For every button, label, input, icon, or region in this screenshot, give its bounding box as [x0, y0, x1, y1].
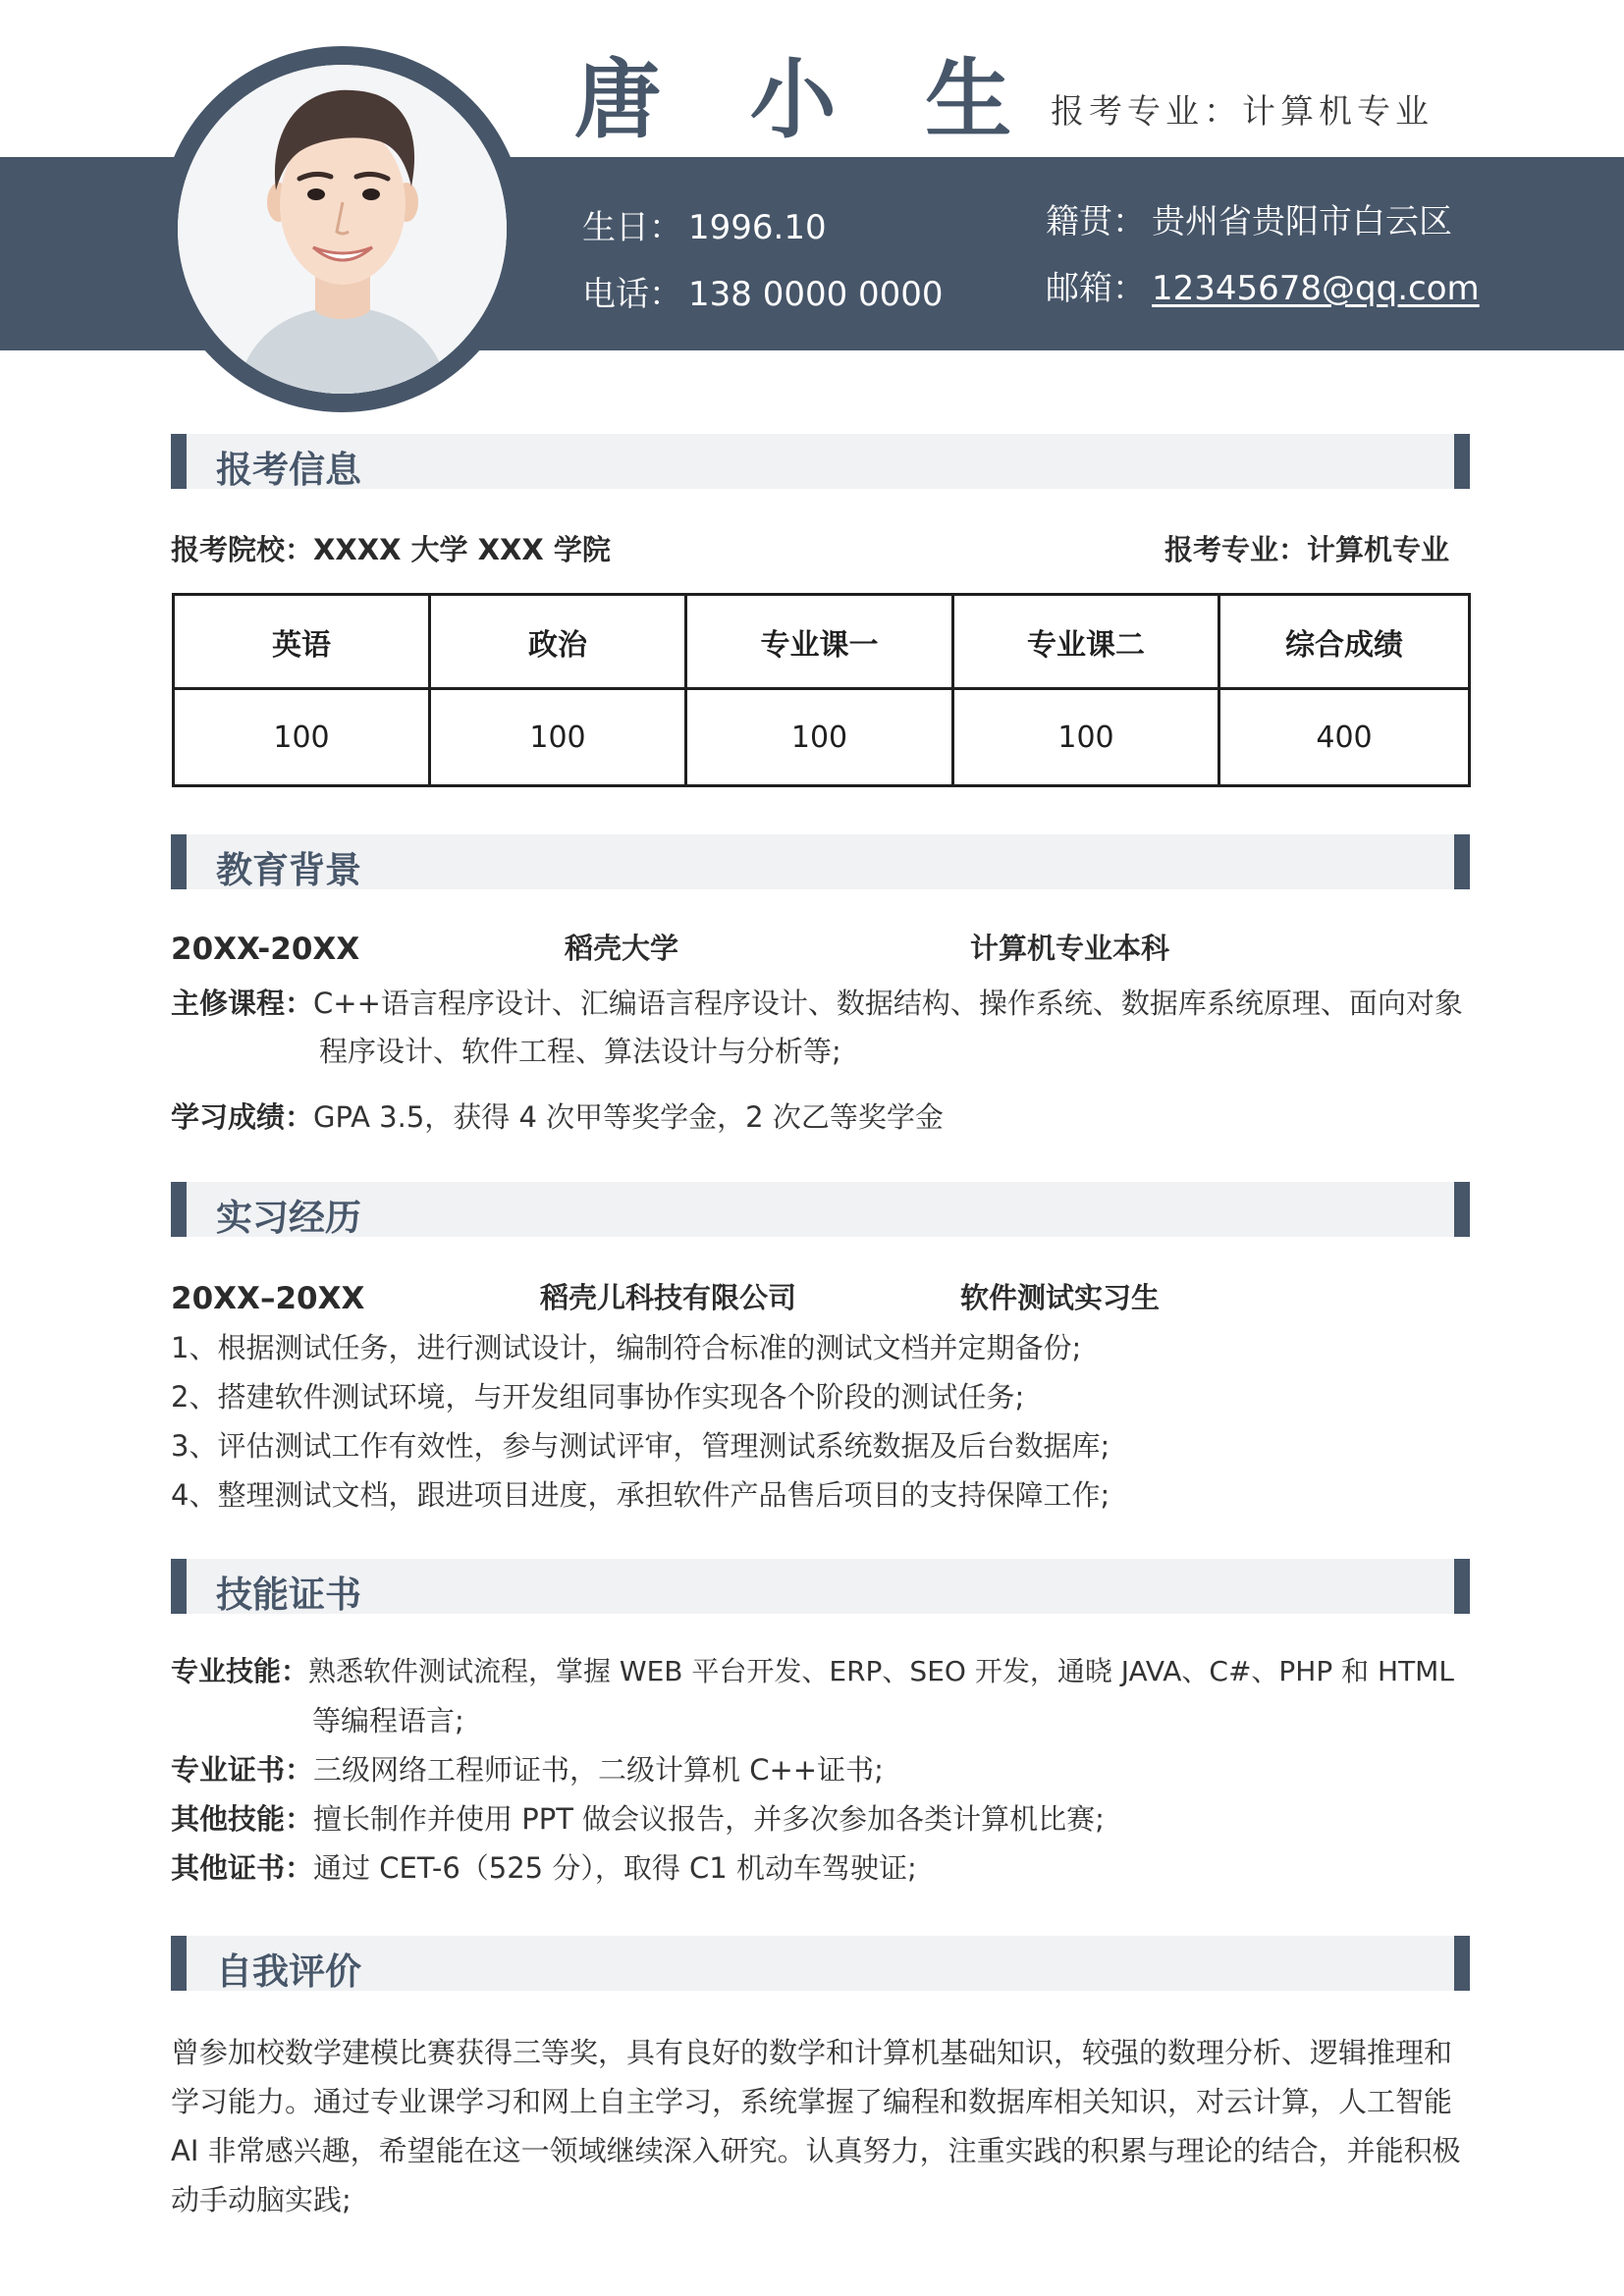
section-self-header: [171, 1936, 1470, 1991]
score-table: [172, 593, 1471, 787]
section-bar-right: [1454, 1559, 1470, 1614]
self-line-3: AI 非常感兴趣，希望能在这一领域继续深入研究。认真努力，注重实践的积累与理论的结合，并能积极: [171, 2134, 1461, 2167]
section-bar-left: [171, 1559, 187, 1614]
section-bar-right: [1454, 434, 1470, 489]
score-header-politics: 政治: [430, 595, 686, 689]
avatar: [178, 65, 507, 394]
edu-results: [171, 1100, 944, 1135]
intern-item-4: 4、整理测试文档，跟进项目进度，承担软件产品售后项目的支持保障工作;: [171, 1478, 1110, 1512]
intern-period: 20XX–20XX: [171, 1281, 365, 1316]
intern-item-3: 3、评估测试工作有效性，参与测试评审，管理测试系统数据及后台数据库;: [171, 1429, 1110, 1463]
intern-company: 稻壳儿科技有限公司: [540, 1281, 797, 1314]
apply-major-value: 计算机专业: [1307, 533, 1450, 566]
skill-other-value: 擅长制作并使用 PPT 做会议报告，并多次参加各类计算机比赛;: [313, 1802, 1105, 1836]
edu-courses-label: 主修课程：: [171, 987, 314, 1020]
score-total: 400: [1219, 689, 1470, 786]
skill-other-cert: [171, 1851, 917, 1886]
skill-other-cert-value: 通过 CET-6（525 分），取得 C1 机动车驾驶证;: [313, 1851, 917, 1885]
section-title: 自我评价: [216, 1950, 361, 1993]
score-major2: 100: [953, 689, 1219, 786]
edu-courses-value: C++语言程序设计、汇编语言程序设计、数据结构、操作系统、数据库系统原理、面向对象: [313, 987, 1463, 1020]
section-bar-right: [1454, 834, 1470, 889]
section-skills-header: [171, 1559, 1470, 1614]
section-apply-header: [171, 434, 1470, 489]
email-link[interactable]: 12345678@qq.com: [1152, 269, 1480, 308]
self-line-1: 曾参加校数学建模比赛获得三等奖，具有良好的数学和计算机基础知识，较强的数理分析、逻辑推理和: [171, 2036, 1453, 2069]
origin-info: [1046, 194, 1452, 242]
skill-other-label: 其他技能：: [171, 1802, 314, 1836]
apply-school-value: XXXX 大学 XXX 学院: [313, 533, 611, 566]
section-bar-right: [1454, 1182, 1470, 1237]
intern-role: 软件测试实习生: [960, 1281, 1161, 1314]
intern-item-1: 1、根据测试任务，进行测试设计，编制符合标准的测试文档并定期备份;: [171, 1331, 1082, 1364]
skill-cert: [171, 1753, 884, 1788]
phone-label: 电话：: [582, 275, 682, 314]
origin-value: 贵州省贵阳市白云区: [1152, 202, 1452, 241]
score-header-major2: 专业课二: [953, 595, 1219, 689]
header-major-value: 计算机专业: [1242, 92, 1434, 132]
score-value-row: [174, 689, 1470, 786]
section-title: 报考信息: [216, 449, 361, 491]
edu-school: 稻壳大学: [565, 932, 679, 965]
intern-item-2: 2、搭建软件测试环境，与开发组同事协作实现各个阶段的测试任务;: [171, 1380, 1025, 1414]
skill-pro-label: 专业技能：: [171, 1655, 309, 1687]
edu-degree: 计算机专业本科: [970, 932, 1170, 965]
score-politics: 100: [430, 689, 686, 786]
score-header-total: 综合成绩: [1219, 595, 1470, 689]
apply-major-label: 报考专业：: [1164, 533, 1308, 566]
skill-pro-value: 熟悉软件测试流程，掌握 WEB 平台开发、ERP、SEO 开发，通晓 JAVA、C#、PHP 和 HTML: [308, 1655, 1454, 1687]
score-english: 100: [174, 689, 430, 786]
header-major: [1051, 84, 1434, 133]
apply-major: [1164, 533, 1449, 567]
candidate-name: 唐 小 生: [574, 49, 1042, 150]
section-education-header: [171, 834, 1470, 889]
section-title: 教育背景: [216, 849, 361, 891]
section-bar-left: [171, 1936, 187, 1991]
birth-info: [582, 200, 827, 248]
skill-pro-line2: 等编程语言;: [312, 1704, 464, 1737]
header-major-label: 报考专业：: [1051, 92, 1242, 132]
score-header-english: 英语: [174, 595, 430, 689]
skill-pro-line1: [171, 1655, 1454, 1688]
birth-value: 1996.10: [688, 208, 827, 247]
score-header-major1: 专业课一: [686, 595, 953, 689]
avatar-portrait-icon: [178, 65, 507, 394]
section-title: 技能证书: [216, 1574, 361, 1616]
edu-results-value: GPA 3.5，获得 4 次甲等奖学金，2 次乙等奖学金: [313, 1100, 944, 1134]
edu-results-label: 学习成绩：: [171, 1100, 314, 1134]
section-bar-left: [171, 434, 187, 489]
self-line-4: 动手动脑实践;: [171, 2183, 352, 2216]
skill-cert-label: 专业证书：: [171, 1753, 314, 1787]
skill-other-cert-label: 其他证书：: [171, 1851, 314, 1885]
section-bar-right: [1454, 1936, 1470, 1991]
skill-other: [171, 1802, 1105, 1837]
apply-school-label: 报考院校：: [171, 533, 314, 566]
section-title: 实习经历: [216, 1197, 361, 1239]
self-line-2: 学习能力。通过专业课学习和网上自主学习，系统掌握了编程和数据库相关知识，对云计算，人工智能: [171, 2085, 1453, 2118]
email-label: 邮箱：: [1046, 269, 1146, 308]
origin-label: 籍贯：: [1046, 202, 1146, 241]
phone-info: [582, 267, 944, 315]
email-info: [1046, 261, 1480, 309]
score-major1: 100: [686, 689, 953, 786]
edu-courses-line1: [171, 987, 1463, 1021]
skill-cert-value: 三级网络工程师证书，二级计算机 C++证书;: [313, 1753, 884, 1787]
section-bar-left: [171, 834, 187, 889]
section-internship-header: [171, 1182, 1470, 1237]
phone-value: 138 0000 0000: [688, 275, 944, 314]
section-bar-left: [171, 1182, 187, 1237]
apply-school: [171, 533, 611, 567]
score-header-row: [174, 595, 1470, 689]
edu-period: 20XX-20XX: [171, 932, 360, 967]
edu-courses-line2: 程序设计、软件工程、算法设计与分析等;: [319, 1035, 841, 1068]
birth-label: 生日：: [582, 208, 682, 247]
